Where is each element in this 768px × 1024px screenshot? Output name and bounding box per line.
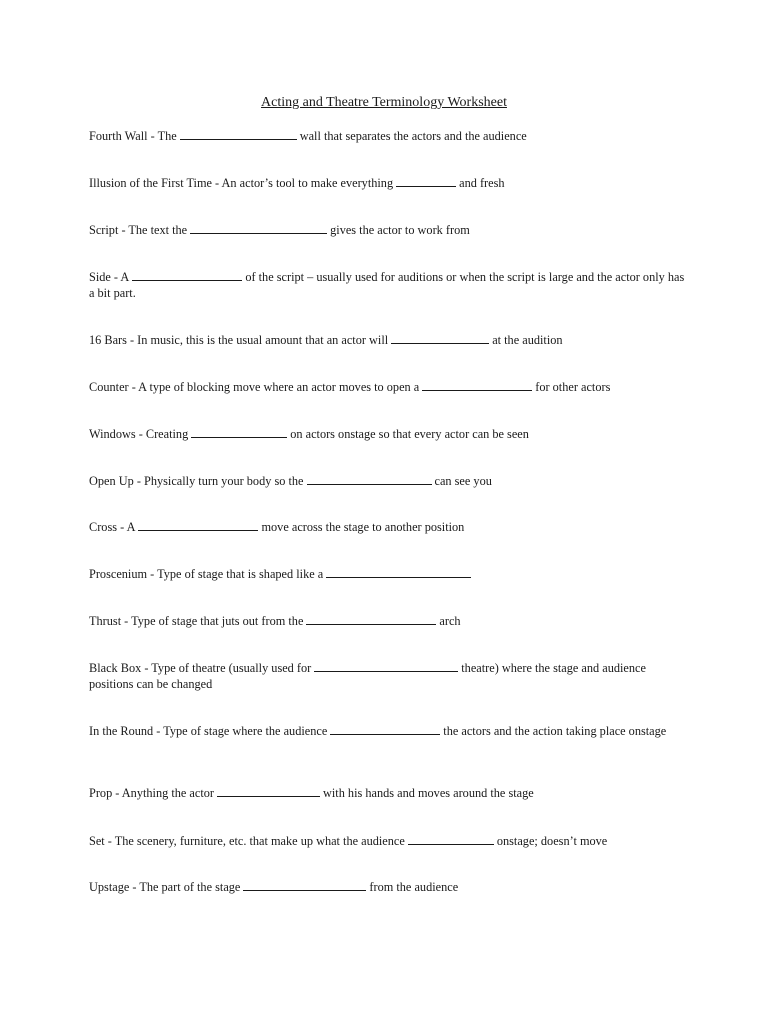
term-text: Upstage - The part of the stage [89,880,241,894]
term-text: Set - The scenery, furniture, etc. that make up what the audience [89,834,405,848]
page-title: Acting and Theatre Terminology Worksheet [261,95,507,110]
answer-blank[interactable] [190,222,327,234]
term-text: Side - A [89,270,130,284]
term-black-box [89,660,685,692]
term-in-the-round [89,723,685,739]
term-prop [89,785,685,801]
answer-blank[interactable] [138,519,258,531]
term-text: for other actors [535,380,611,394]
answer-blank[interactable] [217,785,320,797]
term-text: at the audition [492,333,563,347]
term-text: and fresh [459,176,505,190]
term-text: Proscenium - Type of stage that is shaped like a [89,567,324,581]
term-text: the actors and the action taking place onstage [443,724,667,738]
term-windows [89,426,685,442]
answer-blank[interactable] [391,332,489,344]
term-text: on actors onstage so that every actor can be seen [290,427,529,441]
answer-blank[interactable] [191,426,287,438]
term-16-bars [89,332,685,348]
term-text: Counter - A type of blocking move where an actor moves to open a [89,380,420,394]
answer-blank[interactable] [330,723,440,735]
term-text: wall that separates the actors and the audience [299,129,527,143]
term-open-up [89,473,685,489]
term-side [89,269,685,301]
term-text: arch [439,614,461,628]
term-text: Open Up - Physically turn your body so the [89,474,304,488]
answer-blank[interactable] [132,269,242,281]
answer-blank[interactable] [306,613,436,625]
term-set [89,833,685,849]
term-text: with his hands and moves around the stage [323,786,534,800]
term-text: Fourth Wall - The [89,129,177,143]
answer-blank[interactable] [180,128,297,140]
term-text: theatre) where the stage and audience positions can be changed [89,661,646,691]
answer-blank[interactable] [408,833,494,845]
term-text: Prop - Anything the actor [89,786,214,800]
answer-blank[interactable] [243,879,366,891]
term-text: of the script – usually used for auditions or when the script is large and the actor only has a bit part. [89,270,685,300]
term-text: can see you [434,474,492,488]
term-text: from the audience [369,880,459,894]
term-text: 16 Bars - In music, this is the usual amount that an actor will [89,333,389,347]
term-text: Thrust - Type of stage that juts out from the [89,614,304,628]
answer-blank[interactable] [307,473,432,485]
term-fourth-wall [89,128,685,144]
term-counter [89,379,685,395]
term-text: In the Round - Type of stage where the audience [89,724,328,738]
answer-blank[interactable] [422,379,532,391]
term-text: Black Box - Type of theatre (usually used for [89,661,312,675]
term-text: Cross - A [89,520,136,534]
term-illusion-first-time [89,175,685,191]
term-cross [89,519,685,535]
term-proscenium [89,566,685,582]
answer-blank[interactable] [396,175,456,187]
term-upstage [89,879,685,895]
answer-blank[interactable] [314,660,458,672]
term-text: onstage; doesn’t move [496,834,608,848]
term-text: move across the stage to another position [261,520,465,534]
term-text: gives the actor to work from [330,223,470,237]
term-text: Script - The text the [89,223,188,237]
answer-blank[interactable] [326,566,471,578]
term-text: Illusion of the First Time - An actor’s tool to make everything [89,176,394,190]
term-text: Windows - Creating [89,427,189,441]
term-thrust [89,613,685,629]
term-script [89,222,685,238]
